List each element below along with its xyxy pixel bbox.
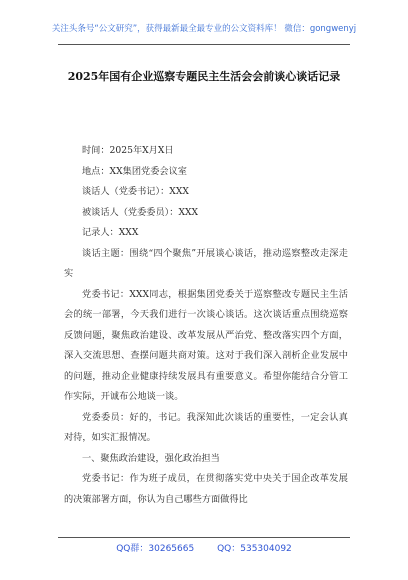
paragraph-member-reply: 党委委员：好的，书记。我深知此次谈话的重要性，一定会认真对待，如实汇报情况。 bbox=[64, 411, 348, 443]
paragraph-secretary-question: 党委书记：作为班子成员，在贯彻落实党中央关于国企改革发展的决策部署方面，你认为自己哪些方面做得比 bbox=[64, 473, 348, 505]
footer-qq: QQ：535304092 bbox=[217, 544, 292, 554]
paragraph-secretary-opening: 党委书记：XXX同志，根据集团党委关于巡察整改专题民主生活会的统一部署，今天我们进行一次谈心谈话。这次谈话重点围绕巡察反馈问题，聚焦政治建设、改革发展从严治党、整改落实四个方面，深入交流思想、查摆问题共商对策。这对于我们深入剖析企业发展中的问题，推动企业健康持续发展具有重要意义。希望你能结合分管工作实际，开诚布公地谈一谈。 bbox=[64, 288, 348, 402]
paragraph-location: 地点：XX集团党委会议室 bbox=[82, 165, 187, 177]
page-footer bbox=[0, 541, 408, 554]
page-header: 关注头条号“公文研究”，获得最新最全最专业的公文资料库！ 微信：gongwenyj bbox=[51, 24, 357, 34]
paragraph-interviewer: 谈话人（党委书记）：XXX bbox=[82, 186, 189, 197]
document-body bbox=[64, 141, 348, 510]
section-heading-1: 一、聚焦政治建设，强化政治担当 bbox=[82, 452, 220, 464]
header-divider bbox=[58, 44, 350, 45]
paragraph-recorder: 记录人：XXX bbox=[82, 227, 139, 238]
footer-divider bbox=[58, 537, 350, 538]
paragraph-topic: 谈话主题：围绕“四个聚焦”开展谈心谈话，推动巡察整改走深走实 bbox=[64, 247, 348, 279]
document-title: 2025年国有企业巡察专题民主生活会会前谈心谈话记录 bbox=[67, 70, 341, 83]
paragraph-time: 时间：2025年X月X日 bbox=[82, 145, 174, 156]
footer-qq-group: QQ群：30265665 bbox=[116, 544, 195, 554]
paragraph-interviewee: 被谈话人（党委委员）：XXX bbox=[82, 206, 199, 218]
